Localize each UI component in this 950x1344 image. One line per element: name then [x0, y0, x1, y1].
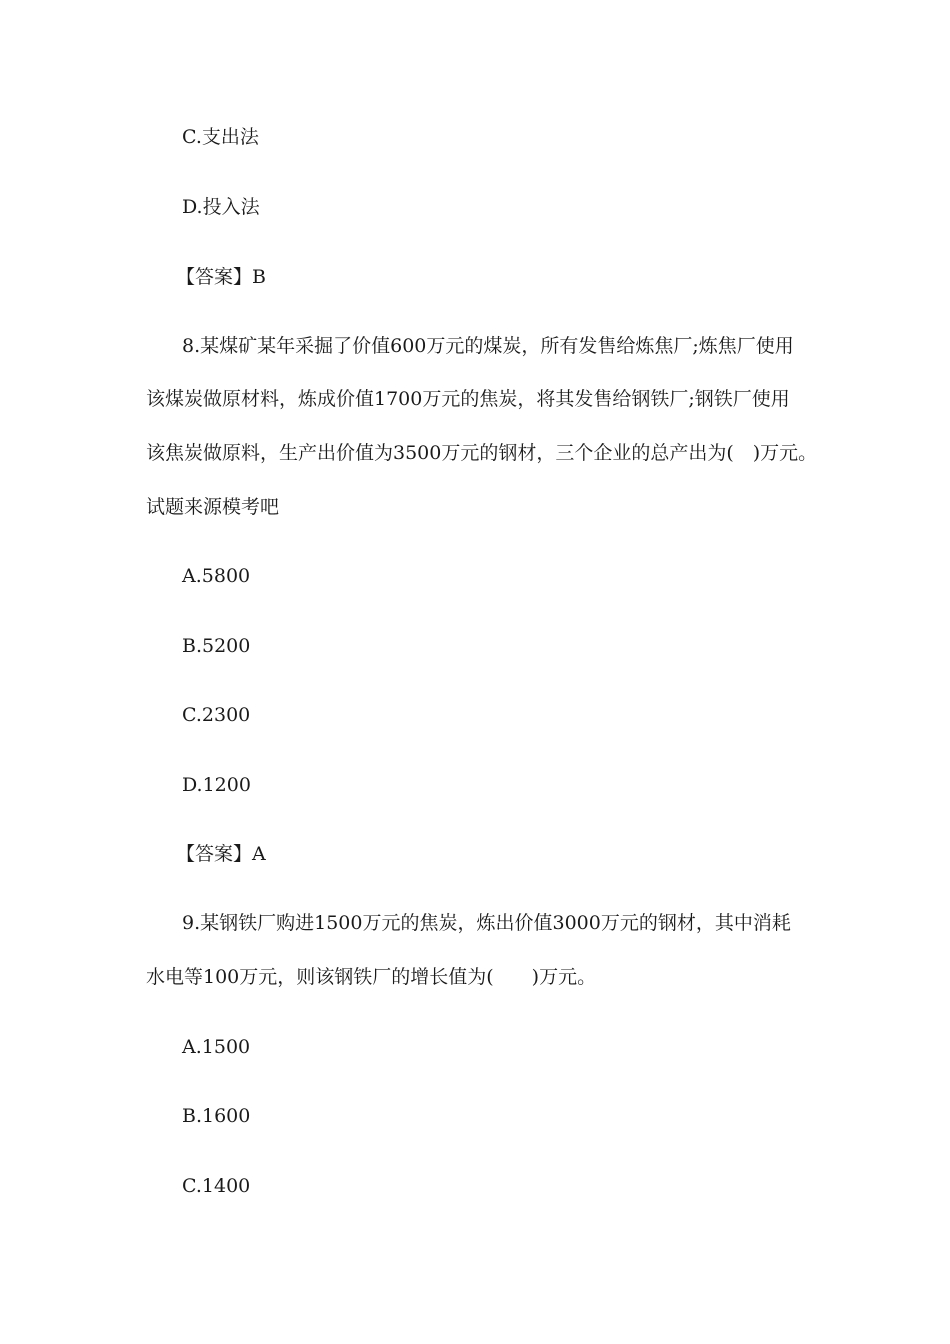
- q9-option-b: B.1600: [182, 1105, 251, 1127]
- q8-option-c: C.2300: [182, 704, 251, 726]
- q8-option-d: D.1200: [182, 774, 251, 796]
- q9-stem-line-1: 9.某钢铁厂购进1500万元的焦炭，炼出价值3000万元的钢材，其中消耗: [182, 912, 791, 934]
- q8-option-b: B.5200: [182, 635, 251, 657]
- q7-option-d: D.投入法: [182, 196, 260, 218]
- q9-stem-line-2: 水电等100万元，则该钢铁厂的增长值为( )万元。: [146, 966, 597, 988]
- q7-answer: 【答案】B: [176, 266, 266, 288]
- q7-option-c: C.支出法: [182, 126, 259, 148]
- q8-option-a: A.5800: [182, 565, 251, 587]
- q8-stem-line-2: 该煤炭做原材料，炼成价值1700万元的焦炭，将其发售给钢铁厂;钢铁厂使用: [146, 388, 790, 410]
- q8-stem-line-3: 该焦炭做原料，生产出价值为3500万元的钢材，三个企业的总产出为( )万元。: [146, 442, 818, 464]
- q8-source-note: 试题来源模考吧: [146, 496, 280, 518]
- q9-option-c: C.1400: [182, 1175, 251, 1197]
- q8-stem-line-1: 8.某煤矿某年采掘了价值600万元的煤炭，所有发售给炼焦厂;炼焦厂使用: [182, 335, 794, 357]
- q9-option-a: A.1500: [182, 1036, 251, 1058]
- q8-answer: 【答案】A: [176, 843, 266, 865]
